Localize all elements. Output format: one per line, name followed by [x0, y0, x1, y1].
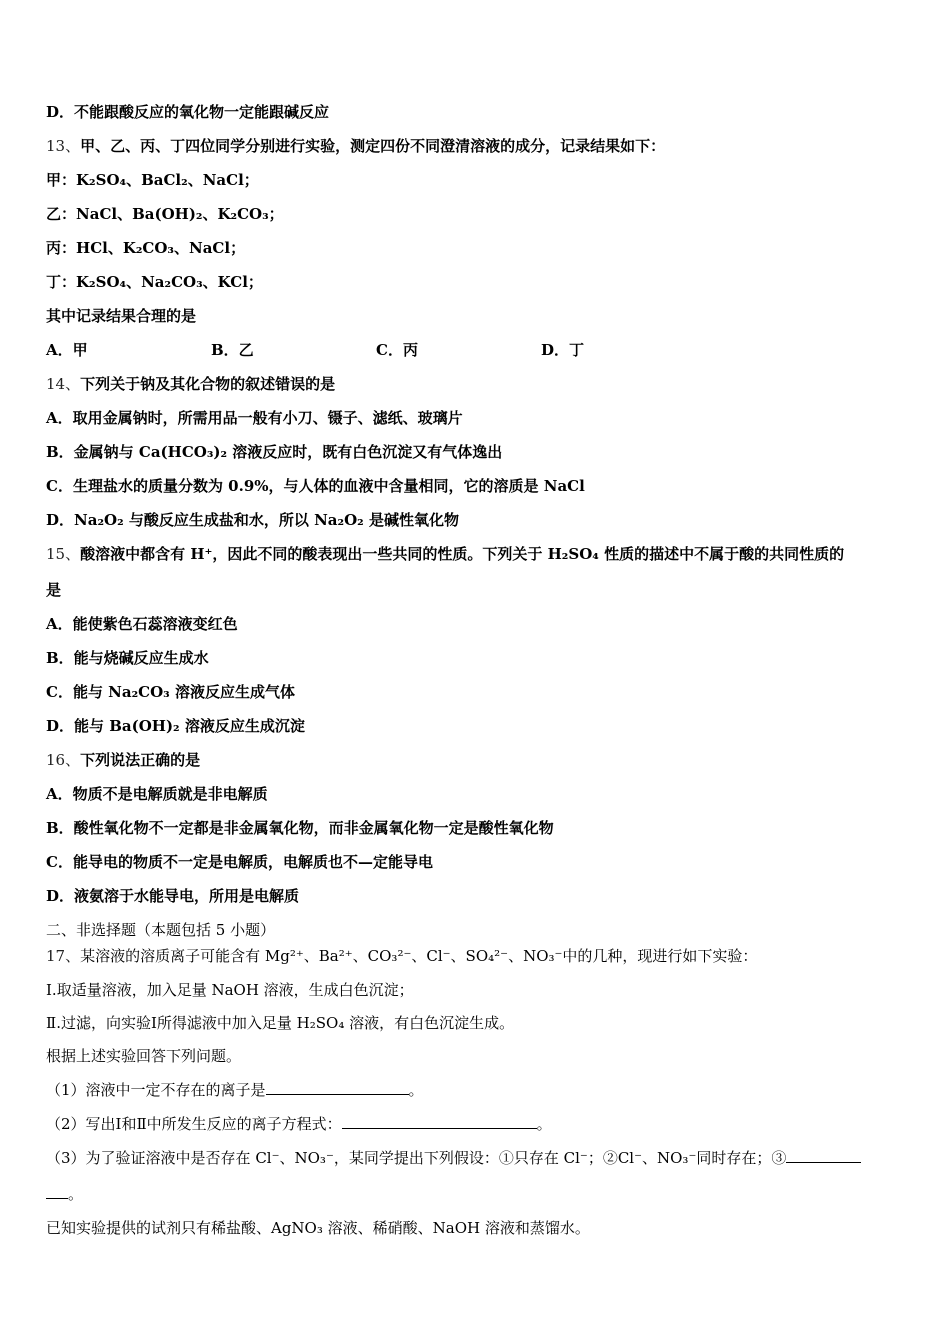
- q13-option-c: C．丙: [376, 341, 418, 359]
- question-number: 15、: [46, 545, 81, 563]
- q15-option-b: B．能与烧碱反应生成水: [46, 649, 209, 667]
- q14-option-d: D．Na₂O₂ 与酸反应生成盐和水，所以 Na₂O₂ 是碱性氧化物: [46, 511, 459, 529]
- q13-record-yi: 乙：NaCl、Ba(OH)₂、K₂CO₃；: [46, 205, 284, 223]
- q15-option-a: A．能使紫色石蕊溶液变红色: [46, 615, 238, 633]
- q15-option-d: D．能与 Ba(OH)₂ 溶液反应生成沉淀: [46, 717, 305, 735]
- question-number: 16、: [46, 751, 81, 769]
- answer-blank[interactable]: [786, 1148, 861, 1163]
- q14-option-b: B．金属钠与 Ca(HCO₃)₂ 溶液反应时，既有白色沉淀又有气体逸出: [46, 443, 503, 461]
- q15-option-c: C．能与 Na₂CO₃ 溶液反应生成气体: [46, 683, 295, 701]
- q16-option-a: A．物质不是电解质就是非电解质: [46, 785, 268, 803]
- q13-stem: 13、甲、乙、丙、丁四位同学分别进行实验，测定四份不同澄清溶液的成分，记录结果如下：: [46, 137, 666, 155]
- question-number: 14、: [46, 375, 81, 393]
- q17-step-2: Ⅱ.过滤，向实验Ⅰ所得滤液中加入足量 H₂SO₄ 溶液，有白色沉淀生成。: [46, 1014, 515, 1032]
- q17-instruction: 根据上述实验回答下列问题。: [46, 1047, 242, 1065]
- q13-option-a: A．甲: [46, 341, 88, 359]
- q16-option-b: B．酸性氧化物不一定都是非金属氧化物，而非金属氧化物一定是酸性氧化物: [46, 819, 554, 837]
- answer-blank[interactable]: [266, 1080, 409, 1095]
- q13-options: [46, 340, 706, 360]
- q17-part-2: （2）写出Ⅰ和Ⅱ中所发生反应的离子方程式： 。: [46, 1115, 552, 1133]
- q15-stem: 15、酸溶液中都含有 H⁺，因此不同的酸表现出一些共同的性质。下列关于 H₂SO₄ 性质的描述中不属于酸的共同性质的: [46, 545, 845, 563]
- q17-stem: 17、某溶液的溶质离子可能含有 Mg²⁺、Ba²⁺、CO₃²⁻、Cl⁻、SO₄²⁻、NO₃⁻中的几种，现进行如下实验：: [46, 947, 758, 965]
- answer-blank-continued[interactable]: [46, 1184, 68, 1199]
- q13-record-jia: 甲：K₂SO₄、BaCl₂、NaCl；: [46, 171, 259, 189]
- q14-option-c: C．生理盐水的质量分数为 0.9%，与人体的血液中含量相同，它的溶质是 NaCl: [46, 477, 585, 495]
- q13-option-b: B．乙: [211, 341, 254, 359]
- q17-part-3: （3）为了验证溶液中是否存在 Cl⁻、NO₃⁻，某同学提出下列假设：①只存在 Cl⁻；②Cl⁻、NO₃⁻同时存在；③: [46, 1148, 861, 1168]
- q13-record-bing: 丙：HCl、K₂CO₃、NaCl；: [46, 239, 246, 257]
- q12-option-d: D．不能跟酸反应的氧化物一定能跟碱反应: [46, 103, 330, 121]
- q14-stem: 14、下列关于钠及其化合物的叙述错误的是: [46, 375, 336, 393]
- q17-part-1: （1）溶液中一定不存在的离子是 。: [46, 1081, 424, 1099]
- question-number: 17、: [46, 947, 81, 965]
- q17-part-3-continued: 。: [46, 1184, 83, 1204]
- q16-option-c: C．能导电的物质不一定是电解质，电解质也不—定能导电: [46, 853, 433, 871]
- q16-stem: 16、下列说法正确的是: [46, 751, 201, 769]
- q17-note: 已知实验提供的试剂只有稀盐酸、AgNO₃ 溶液、稀硝酸、NaOH 溶液和蒸馏水。: [46, 1219, 590, 1237]
- answer-blank[interactable]: [342, 1114, 537, 1129]
- q13-question: 其中记录结果合理的是: [46, 307, 197, 325]
- q14-option-a: A．取用金属钠时，所需用品一般有小刀、镊子、滤纸、玻璃片: [46, 409, 463, 427]
- q15-stem-continued: 是: [46, 581, 62, 599]
- q13-record-ding: 丁：K₂SO₄、Na₂CO₃、KCl；: [46, 273, 263, 291]
- section-heading: 二、非选择题（本题包括 5 小题）: [46, 921, 276, 939]
- question-number: 13、: [46, 137, 81, 155]
- q17-step-1: Ⅰ.取适量溶液，加入足量 NaOH 溶液，生成白色沉淀；: [46, 981, 414, 999]
- q13-option-d: D．丁: [541, 341, 585, 359]
- q16-option-d: D．液氨溶于水能导电，所用是电解质: [46, 887, 300, 905]
